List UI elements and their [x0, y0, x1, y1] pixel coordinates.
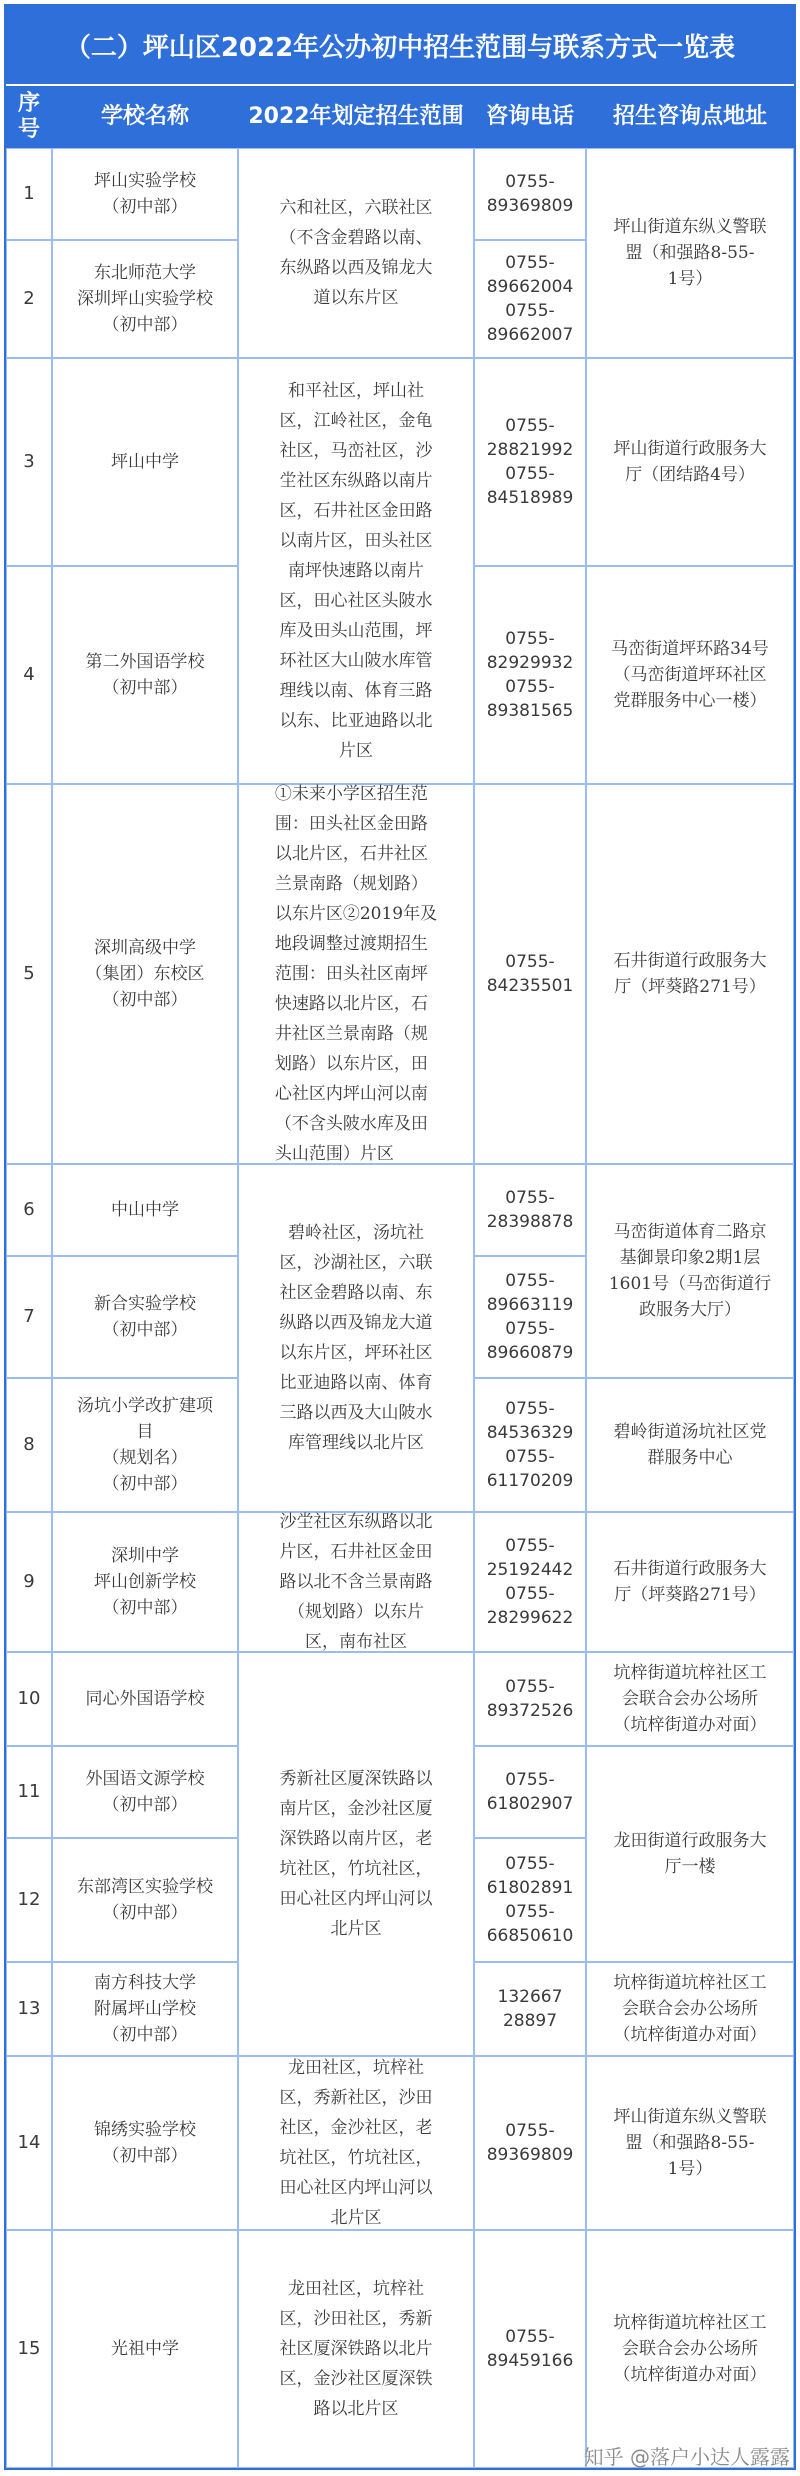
address-row-3: 坪山街道行政服务大 厅（团结路4号）	[586, 358, 794, 566]
header-school: 学校名称	[52, 86, 238, 148]
address-row-9: 石井街道行政服务大 厅（坪葵路271号）	[586, 1512, 794, 1652]
row-4-no: 4	[6, 566, 52, 784]
row-7-school: 新合实验学校 （初中部）	[52, 1256, 238, 1378]
row-2-no: 2	[6, 240, 52, 358]
row-5-no: 5	[6, 784, 52, 1164]
watermark: 知乎 @落户小达人露露	[583, 2445, 790, 2469]
row-10-phone: 0755- 89372526	[474, 1652, 586, 1746]
row-5-phone: 0755- 84235501	[474, 784, 586, 1164]
row-9-school: 深圳中学 坪山创新学校 （初中部）	[52, 1512, 238, 1652]
row-2-phone: 0755- 89662004 0755- 89662007	[474, 240, 586, 358]
address-row-14: 坪山街道东纵义警联 盟（和强路8-55- 1号）	[586, 2056, 794, 2230]
row-1-school: 坪山实验学校 （初中部）	[52, 148, 238, 240]
address-rows-1-2: 坪山街道东纵义警联 盟（和强路8-55- 1号）	[586, 148, 794, 358]
enrollment-table	[4, 4, 796, 2470]
row-15-phone: 0755- 89459166	[474, 2230, 586, 2468]
row-3-school: 坪山中学	[52, 358, 238, 566]
row-11-phone: 0755- 61802907	[474, 1746, 586, 1838]
row-8-phone: 0755- 84536329 0755- 61170209	[474, 1378, 586, 1512]
row-4-school: 第二外国语学校 （初中部）	[52, 566, 238, 784]
range-row-5: ①未来小学区招生范 围：田头社区金田路 以北片区，石井社区 兰景南路（规划路） 以东片区②2019年及 地段调整过渡期招生 范围：田头社区南坪 快速路以北片区，石 井社区兰景南路（规 划路）以东片区，田 心社区内坪山河以南 （不含头陂水库及田 头山范围）片区	[238, 784, 474, 1164]
row-8-no: 8	[6, 1378, 52, 1512]
address-row-13: 坑梓街道坑梓社区工 会联合会办公场所 （坑梓街道办对面）	[586, 1962, 794, 2056]
row-13-no: 13	[6, 1962, 52, 2056]
row-12-no: 12	[6, 1838, 52, 1962]
range-row-15: 龙田社区，坑梓社 区，沙田社区，秀新 社区厦深铁路以北片 区，金沙社区厦深铁 路以北片区	[238, 2230, 474, 2468]
row-1-no: 1	[6, 148, 52, 240]
row-7-no: 7	[6, 1256, 52, 1378]
row-15-no: 15	[6, 2230, 52, 2468]
table-title: （二）坪山区2022年公办初中招生范围与联系方式一览表	[6, 6, 794, 84]
row-15-school: 光祖中学	[52, 2230, 238, 2468]
row-3-no: 3	[6, 358, 52, 566]
address-row-10: 坑梓街道坑梓社区工 会联合会办公场所 （坑梓街道办对面）	[586, 1652, 794, 1746]
row-14-phone: 0755- 89369809	[474, 2056, 586, 2230]
row-9-phone: 0755- 25192442 0755- 28299622	[474, 1512, 586, 1652]
address-row-8: 碧岭街道汤坑社区党 群服务中心	[586, 1378, 794, 1512]
row-7-phone: 0755- 89663119 0755- 89660879	[474, 1256, 586, 1378]
range-rows-3-4: 和平社区，坪山社 区，江岭社区，金龟 社区，马峦社区，沙 坣社区东纵路以南片 区，石井社区金田路 以南片区，田头社区 南坪快速路以南片 区，田心社区头陂水 库及田头山范围，坪 环社区大山陂水库管 理线以南、体育三路 以东、比亚迪路以北 片区	[238, 358, 474, 784]
row-2-school: 东北师范大学 深圳坪山实验学校 （初中部）	[52, 240, 238, 358]
range-row-14: 龙田社区，坑梓社 区，秀新社区，沙田 社区，金沙社区，老 坑社区，竹坑社区， 田心社区内坪山河以 北片区	[238, 2056, 474, 2230]
address-rows-11-12: 龙田街道行政服务大 厅一楼	[586, 1746, 794, 1962]
row-5-school: 深圳高级中学 （集团）东校区 （初中部）	[52, 784, 238, 1164]
header-phone: 咨询电话	[474, 86, 586, 148]
range-rows-6-8: 碧岭社区，汤坑社 区，沙湖社区，六联 社区金碧路以南、东 纵路以西及锦龙大道 以东片区，坪环社区 比亚迪路以南、体育 三路以西及大山陂水 库管理线以北片区	[238, 1164, 474, 1512]
range-row-9: 沙坣社区东纵路以北 片区，石井社区金田 路以北不含兰景南路 （规划路）以东片 区，南布社区	[238, 1512, 474, 1652]
row-10-school: 同心外国语学校	[52, 1652, 238, 1746]
row-8-school: 汤坑小学改扩建项 目 （规划名） （初中部）	[52, 1378, 238, 1512]
row-10-no: 10	[6, 1652, 52, 1746]
row-9-no: 9	[6, 1512, 52, 1652]
row-14-school: 锦绣实验学校 （初中部）	[52, 2056, 238, 2230]
row-3-phone: 0755- 28821992 0755- 84518989	[474, 358, 586, 566]
row-4-phone: 0755- 82929932 0755- 89381565	[474, 566, 586, 784]
row-12-school: 东部湾区实验学校 （初中部）	[52, 1838, 238, 1962]
range-rows-1-2: 六和社区，六联社区 （不含金碧路以南、 东纵路以西及锦龙大 道以东片区	[238, 148, 474, 358]
row-6-phone: 0755- 28398878	[474, 1164, 586, 1256]
row-6-school: 中山中学	[52, 1164, 238, 1256]
row-11-no: 11	[6, 1746, 52, 1838]
row-12-phone: 0755- 61802891 0755- 66850610	[474, 1838, 586, 1962]
address-row-5: 石井街道行政服务大 厅（坪葵路271号）	[586, 784, 794, 1164]
address-row-4: 马峦街道坪环路34号 （马峦街道坪环社区 党群服务中心一楼）	[586, 566, 794, 784]
header-address: 招生咨询点地址	[586, 86, 794, 148]
row-14-no: 14	[6, 2056, 52, 2230]
row-6-no: 6	[6, 1164, 52, 1256]
header-no: 序 号	[6, 86, 52, 148]
range-rows-10-13: 秀新社区厦深铁路以 南片区，金沙社区厦 深铁路以南片区，老 坑社区，竹坑社区， 田心社区内坪山河以 北片区	[238, 1652, 474, 2056]
address-row-15: 坑梓街道坑梓社区工 会联合会办公场所 （坑梓街道办对面）	[586, 2230, 794, 2468]
address-rows-6-7: 马峦街道体育二路京 基御景印象2期1层 1601号（马峦街道行 政服务大厅）	[586, 1164, 794, 1378]
row-11-school: 外国语文源学校 （初中部）	[52, 1746, 238, 1838]
header-range: 2022年划定招生范围	[238, 86, 474, 148]
row-13-school: 南方科技大学 附属坪山学校 （初中部）	[52, 1962, 238, 2056]
row-1-phone: 0755- 89369809	[474, 148, 586, 240]
row-13-phone: 132667 28897	[474, 1962, 586, 2056]
